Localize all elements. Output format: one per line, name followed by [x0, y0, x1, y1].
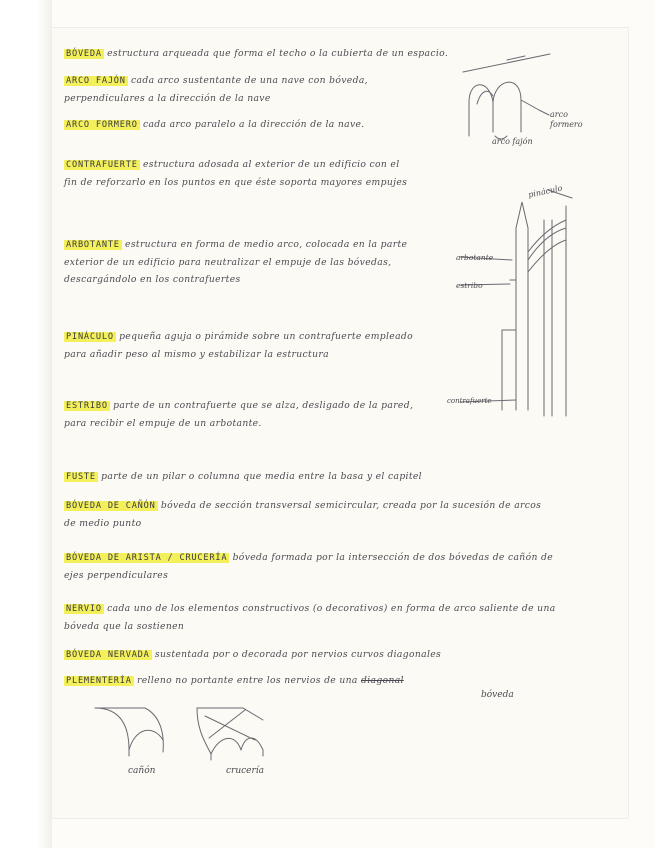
- term: ARCO FORMERO: [66, 120, 138, 130]
- entry-arco-formero: [64, 116, 434, 134]
- struck-word: diagonal: [361, 675, 404, 686]
- definition: sustentada por o decorada por nervios curvos diagonales: [154, 649, 442, 660]
- term: ESTRIBO: [66, 401, 108, 411]
- entry-arbotante: [64, 236, 436, 288]
- definition: bóveda formada por la intersección de dos bóvedas de cañón de ejes perpendiculares: [64, 552, 554, 581]
- definition: bóveda de sección transversal semicircular, creada por la sucesión de arcos de medio punto: [64, 500, 542, 529]
- entry-boveda-nervada: [64, 646, 584, 664]
- definition: cada arco sustentante de una nave con bóveda, perpendiculares a la dirección de la nave: [64, 75, 368, 104]
- definition: estructura en forma de medio arco, colocada en la parte exterior de un edificio para neutralizar el empuje de las bóvedas, descargándolo en los contrafuertes: [64, 239, 408, 285]
- label-arco-formero: arco formero: [550, 110, 583, 129]
- term: NERVIO: [66, 604, 102, 614]
- term: CONTRAFUERTE: [66, 160, 138, 170]
- term: FUSTE: [66, 472, 96, 482]
- entry-contrafuerte: [64, 156, 414, 191]
- term: BÓVEDA: [66, 49, 102, 59]
- label-estribo: estribo: [456, 281, 483, 290]
- entry-estribo: [64, 397, 436, 432]
- entry-pinaculo: [64, 328, 430, 363]
- scan-margin: [0, 0, 52, 848]
- label-canon: cañón: [128, 766, 156, 776]
- entry-boveda-canon: [64, 497, 554, 532]
- definition: pequeña aguja o pirámide sobre un contrafuerte empleado para añadir peso al mismo y estabilizar la estructura: [64, 331, 414, 360]
- term: ARBOTANTE: [66, 240, 120, 250]
- definition: cada arco paralelo a la dirección de la nave.: [142, 119, 365, 130]
- label-arco-fajon: arco fajón: [492, 137, 533, 146]
- plementeria-continuation: bóveda: [481, 690, 514, 700]
- term: PINÁCULO: [66, 332, 114, 342]
- definition: estructura adosada al exterior de un edificio con el fin de reforzarlo en los puntos en que éste soporta mayores empujes: [64, 159, 408, 188]
- term: BÓVEDA DE CAÑÓN: [66, 501, 156, 511]
- label-cruceria: crucería: [226, 766, 265, 776]
- label-arbotante: arbotante: [456, 253, 494, 262]
- term: BÓVEDA NERVADA: [66, 650, 150, 660]
- entry-fuste: [64, 468, 564, 486]
- label-contrafuerte: contrafuerte: [447, 397, 492, 405]
- definition: estructura arqueada que forma el techo o la cubierta de un espacio.: [107, 48, 449, 59]
- entry-boveda-arista: [64, 549, 564, 584]
- term: PLEMENTERÍA: [66, 676, 132, 686]
- buttress-sketch: [440, 180, 600, 430]
- entry-arco-fajon: [64, 72, 446, 107]
- barrel-vault-sketch: [85, 700, 185, 770]
- definition: parte de un contrafuerte que se alza, desligado de la pared, para recibir el empuje de un arbotante.: [64, 400, 414, 429]
- definition: parte de un pilar o columna que media entre la basa y el capitel: [101, 471, 422, 482]
- label-pinaculo: pináculo: [527, 183, 564, 200]
- term: ARCO FAJÓN: [66, 76, 126, 86]
- definition: relleno no portante entre los nervios de una: [137, 675, 358, 686]
- term: BÓVEDA DE ARISTA / CRUCERÍA: [66, 553, 228, 563]
- groin-vault-sketch: [185, 700, 285, 770]
- entry-nervio: [64, 600, 564, 635]
- definition: cada uno de los elementos constructivos (o decorativos) en forma de arco saliente de una bóveda que la sostienen: [64, 603, 556, 632]
- entry-plementeria: [64, 672, 524, 690]
